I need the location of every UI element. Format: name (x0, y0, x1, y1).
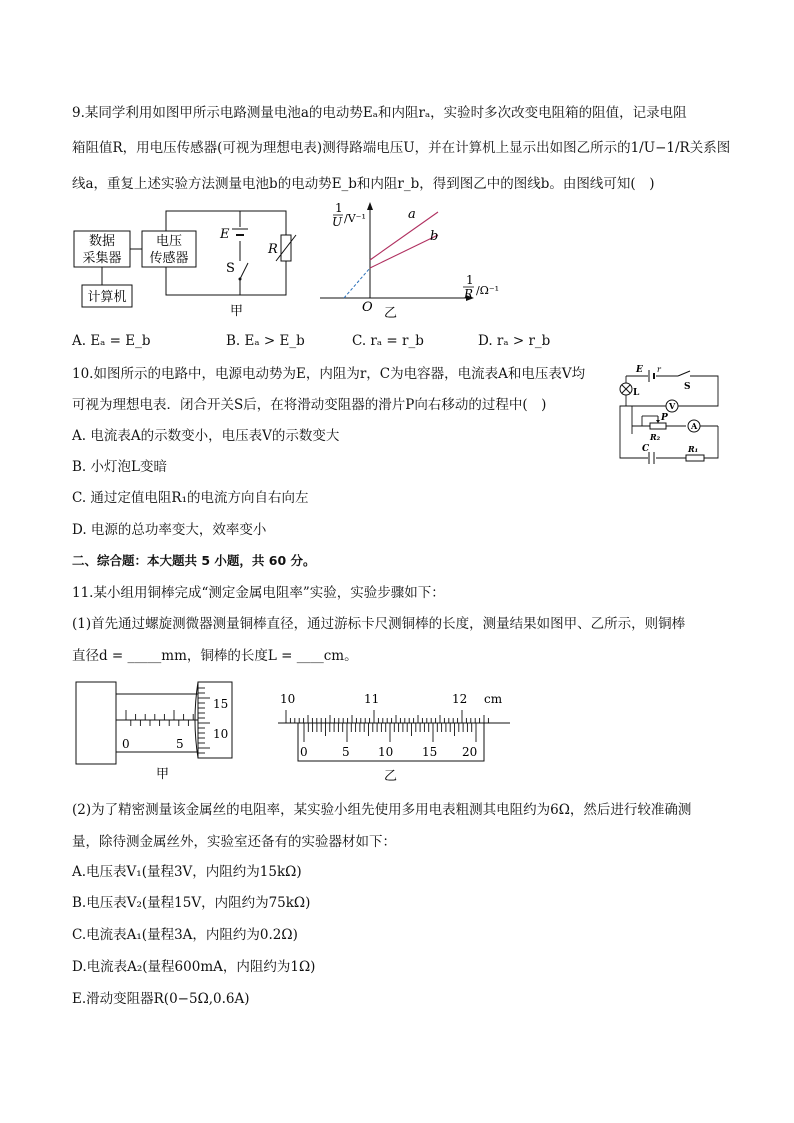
q9-graph-yi (318, 198, 508, 323)
q9-option-d[interactable]: D. rₐ > r_b (478, 333, 551, 349)
y-unit: /V⁻¹ (344, 212, 366, 225)
x-unit: /Ω⁻¹ (476, 284, 500, 297)
q11-item-b: B.电压表V₂(量程15V，内阻约为75kΩ) (72, 895, 311, 911)
q10-E-label: E (636, 365, 643, 375)
R1-label: R₁ (688, 444, 699, 454)
q9-line-2: 箱阻值R，用电压传感器(可视为理想电表)测得路端电压U，并在计算机上显示出如图乙所示的1/U−1/R关系图 (72, 140, 731, 156)
q11-item-d: D.电流表A₂(量程600mA，内阻约为1Ω) (72, 959, 316, 975)
micrometer-figure (72, 676, 242, 786)
q11-item-a: A.电压表V₁(量程3V，内阻约为15kΩ) (72, 864, 302, 880)
q9-line-3: 线a，重复上述实验方法测量电池b的电动势E_b和内阻r_b，得到图乙中的图线b。由图线可知( ) (72, 176, 655, 192)
vernier-0: 0 (300, 745, 308, 759)
q9-option-b[interactable]: B. Eₐ > E_b (226, 333, 305, 349)
q10-option-d[interactable]: D. 电源的总功率变大，效率变小 (72, 522, 267, 538)
y-label-num: 1 (335, 201, 343, 215)
x-label-num: 1 (466, 273, 474, 287)
slider-P-label: P (661, 413, 668, 423)
vernier-15: 15 (422, 745, 438, 759)
q11-line-4: (2)为了精密测量该金属丝的电阻率，某实验小组先使用多用电表粗测其电阻约为6Ω，然后进行较准确测 (72, 802, 692, 818)
unit-cm: cm (484, 692, 503, 706)
main-11: 11 (364, 692, 380, 706)
section-2-header: 二、综合题：本大题共 5 小题，共 60 分。 (72, 553, 316, 568)
line-a-label: a (408, 207, 416, 222)
box2-line1: 电压 (155, 234, 183, 249)
capacitor-C-label: C (642, 444, 650, 454)
q9-option-c[interactable]: C. rₐ = r_b (352, 333, 424, 349)
q11-item-e: E.滑动变阻器R(0−5Ω,0.6A) (72, 991, 250, 1007)
box1-line1: 数据 (88, 234, 116, 249)
q11-line-5: 量，除待测金属丝外，实验室还备有的实验器材如下： (72, 834, 396, 850)
q9-options (72, 331, 550, 351)
line-b-label: b (430, 229, 439, 244)
extrapolation-dashed (344, 268, 370, 298)
vernier-10: 10 (378, 745, 394, 759)
thimble-10: 10 (213, 727, 229, 741)
q10-option-c[interactable]: C. 通过定值电阻R₁的电流方向自右向左 (72, 490, 309, 506)
q11-line-2: (1)首先通过螺旋测微器测量铜棒直径，通过游标卡尺测铜棒的长度，测量结果如图甲、乙所示，则铜棒 (72, 616, 686, 632)
q11-item-c: C.电流表A₁(量程3A，内阻约为0.2Ω) (72, 927, 298, 943)
main-12: 12 (452, 692, 468, 706)
sleeve-5: 5 (176, 737, 184, 751)
R2-label: R₂ (650, 432, 661, 442)
fig-yi-caption: 乙 (384, 306, 398, 321)
lamp-L-label: L (633, 388, 640, 398)
y-label-den: U (332, 215, 343, 229)
ammeter-A-label: A (691, 421, 698, 431)
origin-label: O (362, 300, 373, 315)
switch-S-label: S (226, 261, 235, 276)
resistor-R-label: R (268, 242, 278, 257)
q10-option-b[interactable]: B. 小灯泡L变暗 (72, 459, 167, 475)
q9-line-1: 9.某同学利用如图甲所示电路测量电池a的电动势Eₐ和内阻rₐ，实验时多次改变电阻箱的阻值，记录电阻 (72, 105, 687, 121)
main-10: 10 (280, 692, 296, 706)
q10-S-label: S (684, 382, 691, 392)
vernier-5: 5 (342, 745, 350, 759)
q11-line-1: 11.某小组用铜棒完成“测定金属电阻率”实验，实验步骤如下： (72, 585, 445, 601)
caliper-figure (272, 690, 522, 788)
fig-jia-caption: 甲 (230, 304, 244, 319)
x-label-den: R (464, 287, 474, 301)
series-line-a (370, 212, 438, 260)
caliper-caption: 乙 (384, 769, 398, 784)
sleeve-0: 0 (122, 737, 130, 751)
q10-line-1: 10.如图所示的电路中，电源电动势为E，内阻为r，C为电容器，电流表A和电压表V均 (72, 366, 586, 382)
q10-option-a[interactable]: A. 电流表A的示数变小，电压表V的示数变大 (72, 428, 340, 444)
q10-circuit (612, 362, 722, 466)
box1-line2: 采集器 (82, 251, 122, 266)
battery-E-label: E (220, 227, 230, 242)
voltmeter-V-label: V (669, 401, 676, 411)
thimble-15: 15 (213, 697, 229, 711)
micrometer-caption: 甲 (156, 767, 170, 782)
series-line-b (370, 235, 438, 268)
q11-line-3: 直径d = _____mm，铜棒的长度L = ____cm。 (72, 648, 358, 664)
q9-circuit-jia (70, 205, 300, 320)
q10-r-label: r (657, 365, 661, 374)
box2-line2: 传感器 (149, 251, 189, 266)
q9-option-a[interactable]: A. Eₐ = E_b (72, 333, 151, 349)
box3-label: 计算机 (87, 290, 127, 305)
q10-line-2: 可视为理想电表．闭合开关S后，在将滑动变阻器的滑片P向右移动的过程中( ) (72, 397, 547, 413)
vernier-20: 20 (462, 745, 478, 759)
